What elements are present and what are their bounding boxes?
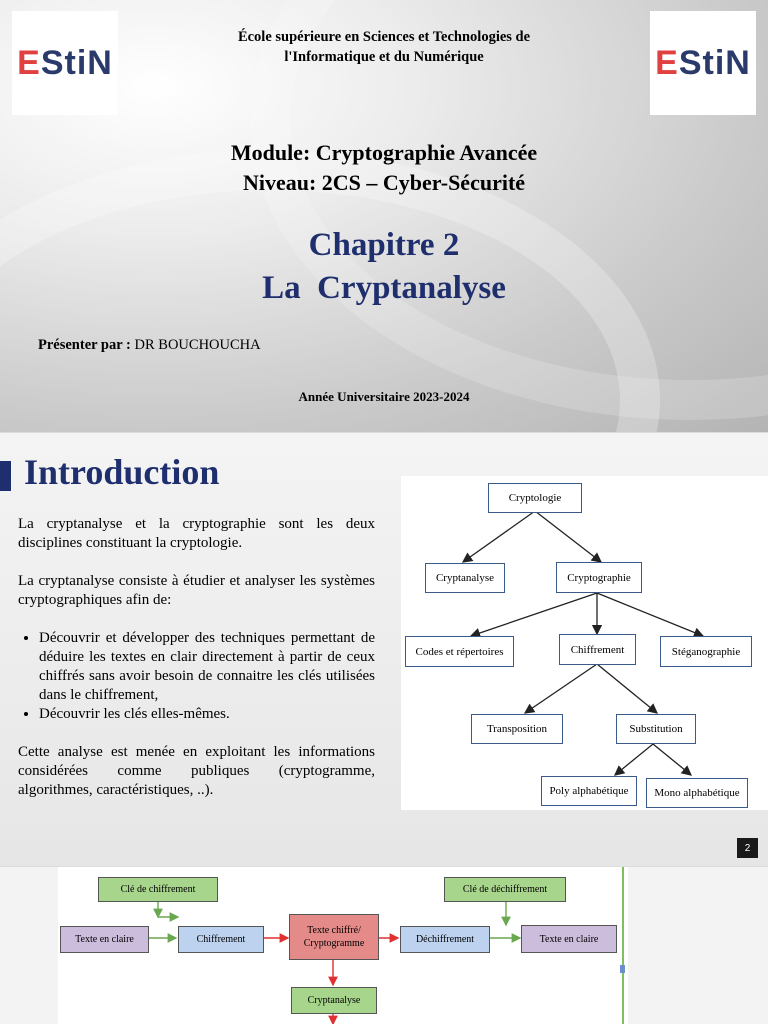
presenter: Présenter par : DR BOUCHOUCHA (38, 337, 261, 353)
estin-logo-left: EStiN (12, 11, 118, 115)
node-cryptanalyse: Cryptanalyse (425, 563, 505, 593)
node-transposition: Transposition (471, 714, 563, 744)
cryptology-tree-diagram (401, 476, 768, 810)
encryption-key-box: Clé de chiffrement (98, 877, 218, 902)
estin-logo-right: EStiN (650, 11, 756, 115)
node-cryptologie: Cryptologie (488, 483, 582, 513)
node-substitution: Substitution (616, 714, 696, 744)
page-number: 2 (737, 838, 758, 858)
chapter-heading (0, 224, 768, 310)
slide-title: Introduction (24, 452, 220, 492)
plaintext-input-box: Texte en claire (60, 926, 149, 953)
introduction-slide (0, 433, 768, 866)
decryption-box: Déchiffrement (400, 926, 490, 953)
node-poly-alphabetique: Poly alphabétique (541, 776, 637, 806)
node-chiffrement: Chiffrement (559, 634, 636, 665)
paragraph: La cryptanalyse et la cryptographie sont les deux disciplines constituant la cryptologie. (18, 516, 375, 551)
encryption-flow-slide (0, 867, 768, 1024)
level: Niveau: 2CS – Cyber-Sécurité (242, 170, 526, 195)
title-slide (0, 0, 768, 432)
cryptanalysis-box: Cryptanalyse (291, 987, 377, 1014)
encryption-box: Chiffrement (178, 926, 264, 953)
academic-year: Année Universitaire 2023-2024 (298, 389, 470, 404)
plaintext-output-box: Texte en claire (521, 925, 617, 953)
list-item: • Découvrir les clés elles-mêmes. (39, 705, 375, 724)
school-name: École supérieure en Sciences et Technologies de l'Informatique et du Numérique (237, 29, 531, 65)
decryption-key-box: Clé de déchiffrement (444, 877, 566, 902)
node-mono-alphabetique: Mono alphabétique (646, 778, 748, 808)
node-cryptographie: Cryptographie (556, 562, 642, 593)
encryption-flow-diagram (58, 867, 628, 1024)
chapter-number: Chapitre 2 (308, 227, 460, 263)
title-accent-bar (0, 461, 11, 491)
intro-body (18, 515, 375, 800)
paragraph: Cette analyse est menée en exploitant les informations considérées comme publiques (cryptogramme, algorithmes, caractéristiques, ..). (18, 744, 375, 798)
scroll-marker (620, 965, 625, 973)
paragraph: La cryptanalyse consiste à étudier et analyser les systèmes cryptographiques afin de: (18, 573, 375, 608)
module-name: Module: Cryptographie Avancée (230, 140, 538, 165)
node-codes: Codes et répertoires (405, 636, 514, 667)
module-info (0, 138, 768, 198)
chapter-title: La Cryptanalyse (262, 270, 506, 306)
node-steganographie: Stéganographie (660, 636, 752, 667)
ciphertext-box: Texte chiffré/ Cryptogramme (289, 914, 379, 960)
list-item: • Découvrir et développer des techniques permettant de déduire les textes en clair directement à partir de ceux chiffrés sans avoir besoin de connaitre les clés utilisées dans le chiffrement, (39, 629, 375, 705)
divider-line (622, 867, 624, 1024)
bullet-list (18, 629, 375, 724)
